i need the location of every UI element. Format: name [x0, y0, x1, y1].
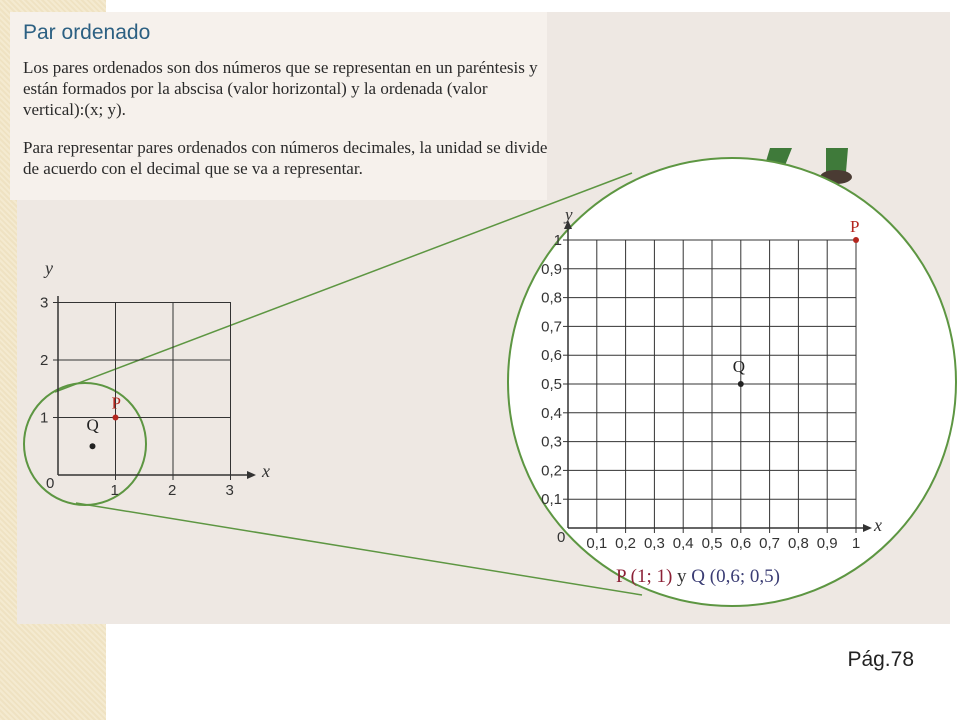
zoom-y-tick-label: 0,9 — [541, 260, 562, 278]
small-y-tick-label: 2 — [40, 352, 49, 369]
zoom-x-tick-label: 0,4 — [672, 535, 694, 552]
zoom-x-tick-label: 0,3 — [643, 535, 665, 552]
small-x-arrow — [247, 471, 256, 479]
zoom-point-q — [738, 381, 744, 387]
small-x-axis-label: x — [262, 461, 270, 481]
small-point-q — [90, 443, 96, 449]
caption-point-q: Q (0,6; 0,5) — [691, 566, 780, 587]
zoom-point-label-q: Q — [732, 357, 746, 376]
zoom-x-tick-label: 1 — [851, 535, 861, 552]
small-point-label-p: P — [111, 393, 121, 413]
zoom-origin-label: 0 — [557, 529, 566, 546]
small-zoom-circle — [24, 383, 146, 505]
zoom-y-tick-label: 0,5 — [541, 376, 562, 393]
caption-connector: y — [672, 566, 692, 587]
zoom-y-axis-label: y — [565, 205, 573, 224]
zoom-point-label-p: P — [850, 217, 860, 236]
zoom-point-p — [853, 237, 859, 243]
small-x-tick-label: 2 — [168, 482, 177, 499]
definition-box — [10, 12, 547, 200]
zoom-y-tick-label: 0,3 — [541, 433, 562, 451]
small-y-axis-label: y — [45, 258, 53, 278]
page-reference: Pág.78 — [847, 648, 914, 671]
zoom-x-tick-label: 0,6 — [730, 535, 752, 552]
zoom-y-tick-label: 0,7 — [541, 318, 562, 336]
small-y-tick-label: 3 — [40, 294, 49, 312]
zoom-y-tick-label: 0,8 — [541, 289, 562, 307]
zoom-x-tick-label: 0,7 — [759, 535, 781, 552]
zoom-x-tick-label: 0,8 — [787, 535, 809, 552]
small-origin-label: 0 — [46, 475, 55, 492]
small-x-tick-label: 1 — [110, 482, 119, 499]
box-title: Par ordenado — [23, 21, 151, 44]
caption-point-p: P (1; 1) — [616, 566, 673, 587]
small-x-tick-label: 3 — [225, 482, 234, 499]
zoom-y-tick-label: 0,1 — [541, 491, 562, 509]
zoom-x-tick-label: 0,9 — [816, 535, 838, 552]
zoom-y-tick-label: 0,4 — [541, 404, 562, 422]
definition-paragraph: Los pares ordenados son dos números que se representan en un paréntesis y están formados por la abscisa (valor horizontal) y la ordenada (valor vertical):(x; y). — [23, 58, 538, 119]
small-graph — [40, 258, 270, 499]
decimal-paragraph: Para representar pares ordenados con números decimales, la unidad se divide de acuerdo con el decimal que se va a representar. — [23, 138, 548, 178]
small-point-label-q: Q — [86, 415, 99, 435]
zoom-caption — [616, 566, 780, 587]
zoom-x-tick-label: 0,5 — [701, 535, 723, 552]
small-y-tick-label: 1 — [40, 409, 49, 427]
zoom-y-tick-label: 1 — [553, 232, 562, 249]
zoom-x-axis-label: x — [874, 515, 882, 535]
zoom-x-tick-label: 0,2 — [615, 535, 637, 552]
zoom-x-tick-label: 0,1 — [586, 535, 608, 552]
zoom-y-tick-label: 0,2 — [541, 462, 562, 480]
small-point-p — [113, 415, 119, 421]
zoom-y-tick-label: 0,6 — [541, 347, 562, 365]
